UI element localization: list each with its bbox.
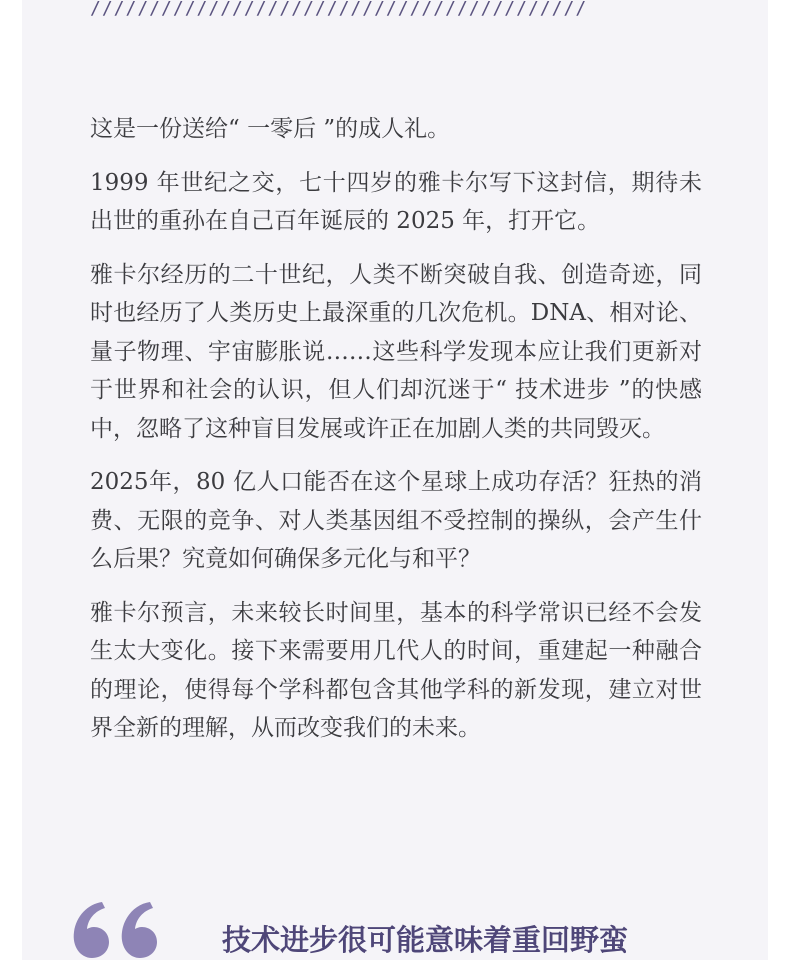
open-quote-icon xyxy=(64,872,164,960)
paragraph-2025-questions: 2025年，80 亿人口能否在这个星球上成功存活？狂热的消费、无限的竞争、对人类基因组不受控制的操纵，会产生什么后果？究竟如何确保多元化与和平？ xyxy=(90,469,702,572)
paragraph-prediction: 雅卡尔预言，未来较长时间里，基本的科学常识已经不会发生太大变化。接下来需要用几代人的时间，重建起一种融合的理论，使得每个学科都包含其他学科的新发现，建立对世界全新的理解，从而改变我们的未来。 xyxy=(90,599,702,741)
paragraph-twentieth-century: 雅卡尔经历的二十世纪，人类不断突破自我、创造奇迹，同时也经历了人类历史上最深重的几次危机。DNA、相对论、量子物理、宇宙膨胀说……这些科学发现本应让我们更新对于世界和社会的认识，但人们却沉迷于“ 技术进步 ”的快感中，忽略了这种盲目发展或许正在加剧人类的共同毁灭。 xyxy=(90,261,702,442)
article-body xyxy=(90,110,702,763)
decorative-slash-rule: ////////////////////////////////////////// xyxy=(90,0,588,19)
paragraph-letter: 1999 年世纪之交，七十四岁的雅卡尔写下这封信，期待未出世的重孙在自己百年诞辰的 2025 年，打开它。 xyxy=(90,169,702,234)
paragraph-intro: 这是一份送给“ 一零后 ”的成人礼。 xyxy=(90,116,451,142)
pull-quote: 技术进步很可能意味着重回野蛮 xyxy=(222,923,629,957)
